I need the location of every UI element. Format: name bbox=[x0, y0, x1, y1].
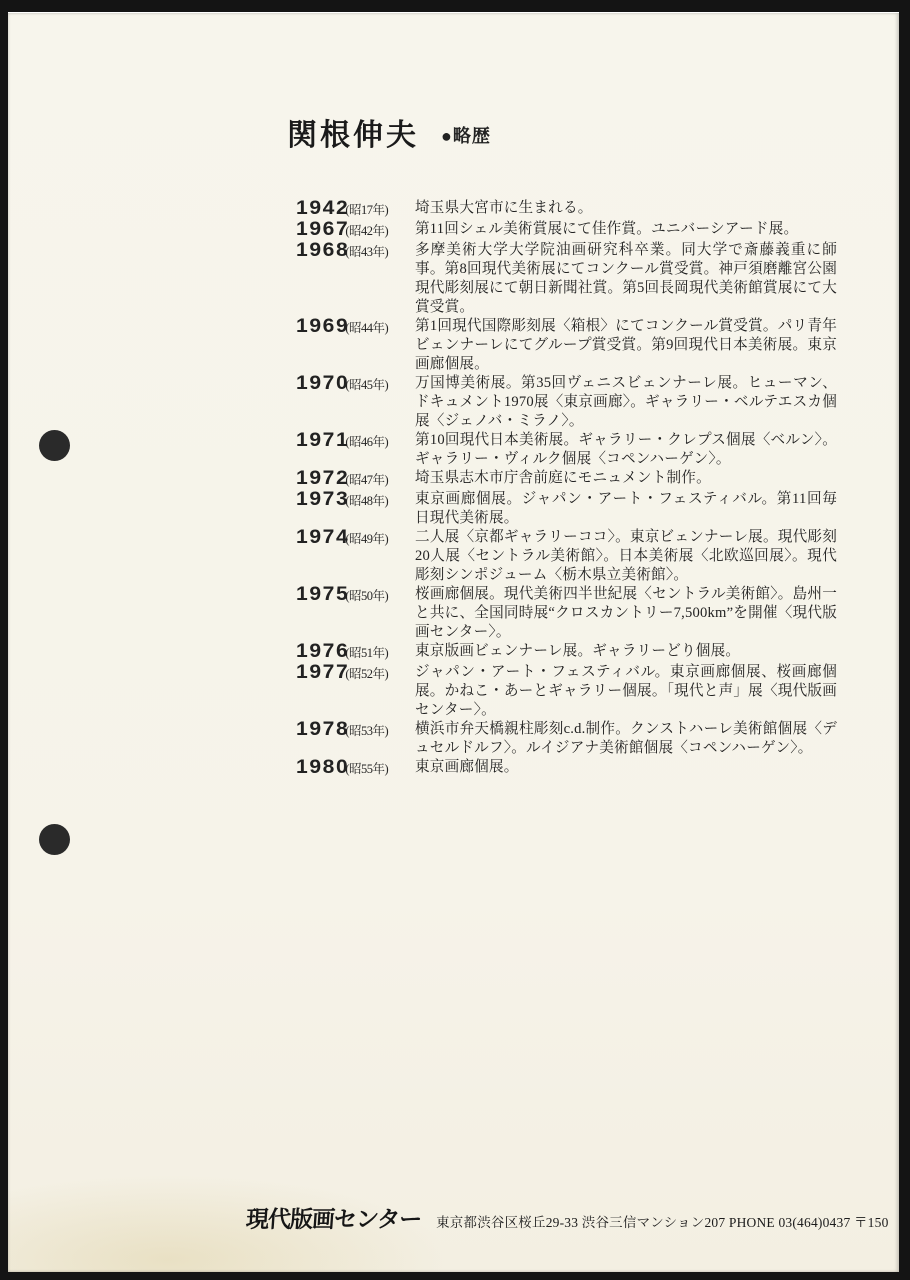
biography-entry bbox=[296, 317, 844, 374]
entry-year: 1967 bbox=[296, 218, 350, 240]
entry-year: 1970 bbox=[296, 372, 350, 394]
biography-entry bbox=[296, 642, 844, 663]
entry-era: (昭51年) bbox=[345, 646, 389, 660]
entry-year-cell bbox=[296, 469, 415, 490]
entry-era: (昭47年) bbox=[345, 473, 389, 487]
biography-entry bbox=[296, 585, 844, 642]
biography-entry bbox=[296, 241, 844, 317]
entry-year-cell bbox=[296, 720, 415, 741]
biography-entry bbox=[296, 469, 844, 490]
entry-year: 1972 bbox=[296, 467, 350, 489]
entry-description: ジャパン・アート・フェスティバル。東京画廊個展、桜画廊個展。かねこ・あーとギャラリー個展。「現代と声」展〈現代版画センター〉。 bbox=[415, 664, 837, 718]
biography-entry bbox=[296, 720, 844, 758]
punch-hole-top bbox=[39, 430, 70, 461]
entry-year: 1973 bbox=[296, 488, 350, 510]
biography-entry bbox=[296, 374, 844, 431]
publisher-logo: 現代版画センター bbox=[245, 1206, 423, 1232]
document-header bbox=[287, 110, 491, 154]
entry-description: 東京画廊個展。ジャパン・アート・フェスティバル。第11回毎日現代美術展。 bbox=[415, 491, 837, 526]
entry-year: 1980 bbox=[296, 756, 350, 778]
entry-year: 1971 bbox=[296, 429, 350, 451]
entry-era: (昭46年) bbox=[345, 435, 389, 449]
entry-year: 1942 bbox=[296, 197, 350, 219]
entry-year-cell bbox=[296, 374, 415, 395]
entry-year: 1969 bbox=[296, 315, 350, 337]
entry-year-cell bbox=[296, 199, 415, 220]
biography-entry bbox=[296, 220, 844, 241]
section-label: ●略歴 bbox=[441, 126, 491, 146]
entry-era: (昭48年) bbox=[345, 494, 389, 508]
document-footer bbox=[245, 1201, 889, 1234]
entry-description: 東京画廊個展。 bbox=[415, 759, 519, 775]
entry-year: 1977 bbox=[296, 661, 350, 683]
entry-description: 埼玉県大宮市に生まれる。 bbox=[415, 200, 593, 216]
entry-year-cell bbox=[296, 490, 415, 511]
entry-era: (昭43年) bbox=[345, 245, 389, 259]
entry-year-cell bbox=[296, 431, 415, 452]
biography-entry bbox=[296, 663, 844, 720]
entry-year-cell bbox=[296, 220, 415, 241]
entry-description: 第11回シェル美術賞展にて佳作賞。ユニバーシアード展。 bbox=[415, 221, 799, 237]
publisher-address: 東京都渋谷区桜丘29-33 渋谷三信マンション207 PHONE 03(464)0437 〒150 bbox=[436, 1215, 889, 1230]
entry-year: 1978 bbox=[296, 718, 350, 740]
entry-description: 埼玉県志木市庁舎前庭にモニュメント制作。 bbox=[415, 470, 711, 486]
entry-year: 1976 bbox=[296, 640, 350, 662]
entry-year-cell bbox=[296, 663, 415, 684]
punch-hole-bottom bbox=[39, 824, 70, 855]
entry-description: 第1回現代国際彫刻展〈箱根〉にてコンクール賞受賞。パリ青年ビェンナーレにてグループ賞受賞。第9回現代日本美術展。東京画廊個展。 bbox=[415, 318, 837, 372]
entry-era: (昭55年) bbox=[345, 762, 389, 776]
entry-year: 1975 bbox=[296, 583, 350, 605]
artist-name: 関根伸夫 bbox=[287, 119, 419, 152]
entry-description: 東京版画ビェンナーレ展。ギャラリーどり個展。 bbox=[415, 643, 741, 659]
entry-era: (昭45年) bbox=[345, 378, 389, 392]
biography-entry bbox=[296, 758, 844, 779]
entry-year-cell bbox=[296, 317, 415, 338]
entry-era: (昭52年) bbox=[345, 667, 389, 681]
entry-era: (昭49年) bbox=[345, 532, 389, 546]
paper-sheet bbox=[8, 12, 899, 1272]
entry-description: 横浜市弁天橋親柱彫刻c.d.制作。クンストハーレ美術館個展〈デュセルドルフ〉。ルイジアナ美術館個展〈コペンハーゲン〉。 bbox=[415, 721, 837, 756]
biography-entry bbox=[296, 431, 844, 469]
entry-description: 万国博美術展。第35回ヴェニスビェンナーレ展。ヒューマン、ドキュメント1970展〈東京画廊〉。ギャラリー・ベルテエスカ個展〈ジェノバ・ミラノ〉。 bbox=[415, 375, 837, 429]
entry-era: (昭53年) bbox=[345, 724, 389, 738]
entry-year: 1974 bbox=[296, 526, 350, 548]
entry-era: (昭50年) bbox=[345, 589, 389, 603]
entry-year: 1968 bbox=[296, 239, 350, 261]
biography-entry bbox=[296, 199, 844, 220]
entry-year-cell bbox=[296, 758, 415, 779]
biography-list bbox=[296, 199, 844, 779]
entry-year-cell bbox=[296, 585, 415, 606]
entry-description: 多摩美術大学大学院油画研究科卒業。同大学で斎藤義重に師事。第8回現代美術展にてコンクール賞受賞。神戸須磨離宮公園現代彫刻展にて朝日新聞社賞。第5回長岡現代美術館賞展にて大賞受賞。 bbox=[415, 242, 837, 315]
biography-entry bbox=[296, 490, 844, 528]
entry-era: (昭44年) bbox=[345, 321, 389, 335]
entry-description: 桜画廊個展。現代美術四半世紀展〈セントラル美術館〉。島州一と共に、全国同時展“クロスカントリー7,500km”を開催〈現代版画センター〉。 bbox=[415, 586, 837, 640]
entry-era: (昭42年) bbox=[345, 224, 389, 238]
entry-year-cell bbox=[296, 642, 415, 663]
entry-description: 第10回現代日本美術展。ギャラリー・クレプス個展〈ベルン〉。ギャラリー・ヴィルク個展〈コペンハーゲン〉。 bbox=[415, 432, 837, 467]
entry-year-cell bbox=[296, 528, 415, 549]
entry-year-cell bbox=[296, 241, 415, 262]
entry-era: (昭17年) bbox=[345, 203, 389, 217]
biography-entry bbox=[296, 528, 844, 585]
entry-description: 二人展〈京都ギャラリーココ〉。東京ビェンナーレ展。現代彫刻20人展〈セントラル美術館〉。日本美術展〈北欧巡回展〉。現代彫刻シンポジューム〈栃木県立美術館〉。 bbox=[415, 529, 837, 583]
